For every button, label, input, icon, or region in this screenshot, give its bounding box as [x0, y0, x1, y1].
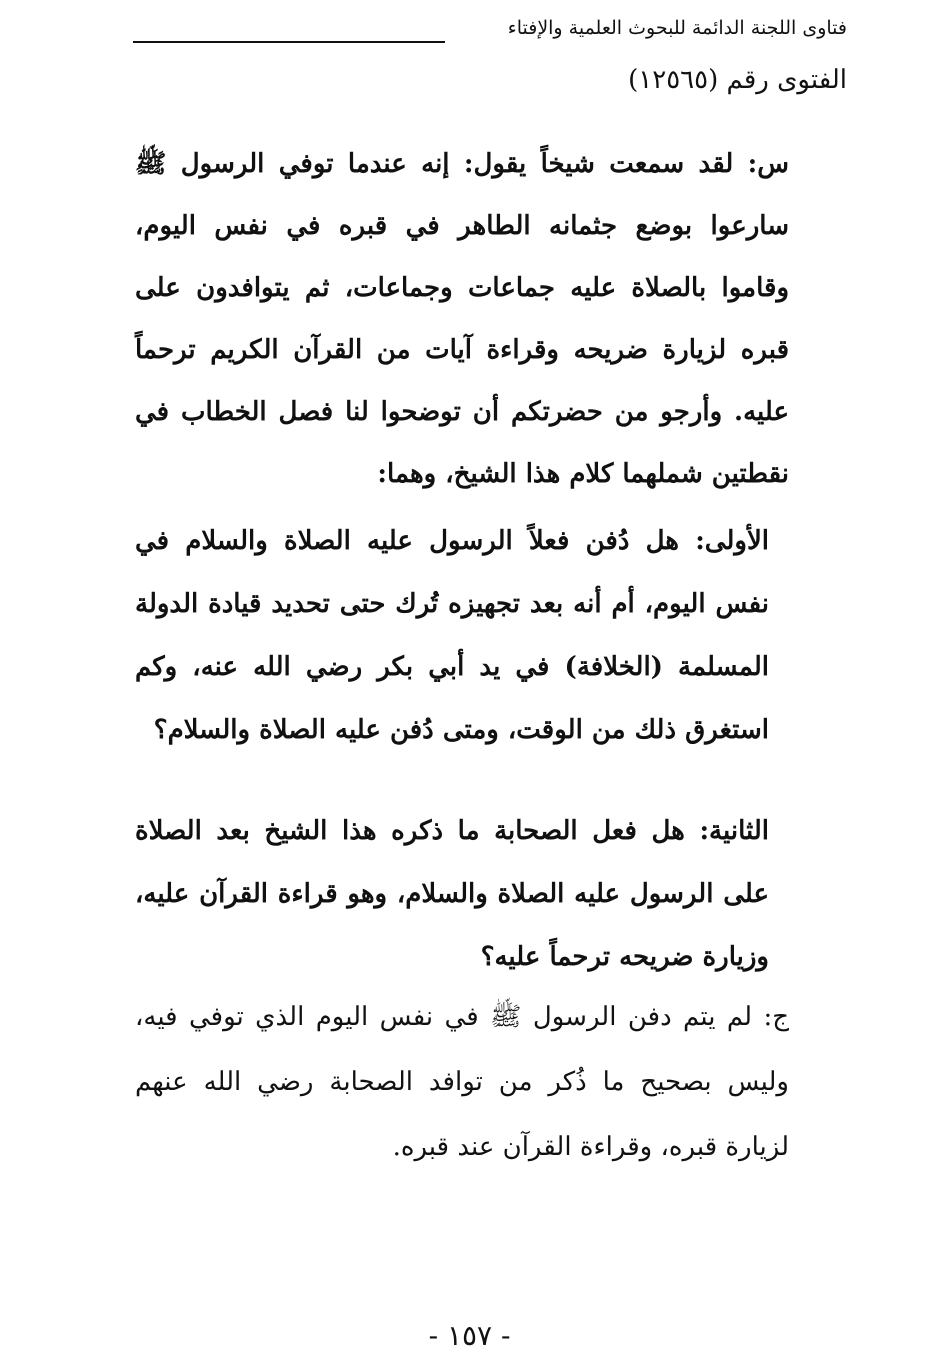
answer-paragraph: ج: لم يتم دفن الرسول ﷺ في نفس اليوم الذي توفي فيه، وليس بصحيح ما ذُكر من توافد الصحابة رضي الله عنهم لزيارة قبره، وقراءة القرآن عند قبره. [135, 1002, 789, 1162]
question-point-one: الأولى: هل دُفن فعلاً الرسول عليه الصلاة والسلام في نفس اليوم، أم أنه بعد تجهيزه تُرك حتى تحديد قيادة الدولة المسلمة (الخلافة) في يد أبي بكر رضي الله عنه، وكم استغرق ذلك من الوقت، ومتى دُفن عليه الصلاة والسلام؟ [135, 526, 769, 745]
question-paragraph: س: لقد سمعت شيخاً يقول: إنه عندما توفي الرسول ﷺ سارعوا بوضع جثمانه الطاهر في قبره في نفس اليوم، وقاموا بالصلاة عليه جماعات وجماعات، ثم يتوافدون على قبره لزيارة ضريحه وقراءة آيات من القرآن الكريم ترحماً عليه. وأرجو من حضرتكم أن توضحوا لنا فصل الخطاب في نقطتين شملهما كلام هذا الشيخ، وهما: [135, 149, 789, 489]
fatwa-number: الفتوى رقم (١٢٥٦٥) [628, 65, 847, 95]
header-rule [133, 41, 445, 43]
page-number: - ١٥٧ - [428, 1319, 511, 1352]
question-point-two: الثانية: هل فعل الصحابة ما ذكره هذا الشيخ بعد الصلاة على الرسول عليه الصلاة والسلام، وهو قراءة القرآن عليه، وزيارة ضريحه ترحماً عليه؟ [135, 816, 769, 972]
running-header-title: فتاوى اللجنة الدائمة للبحوث العلمية والإفتاء [507, 17, 847, 39]
